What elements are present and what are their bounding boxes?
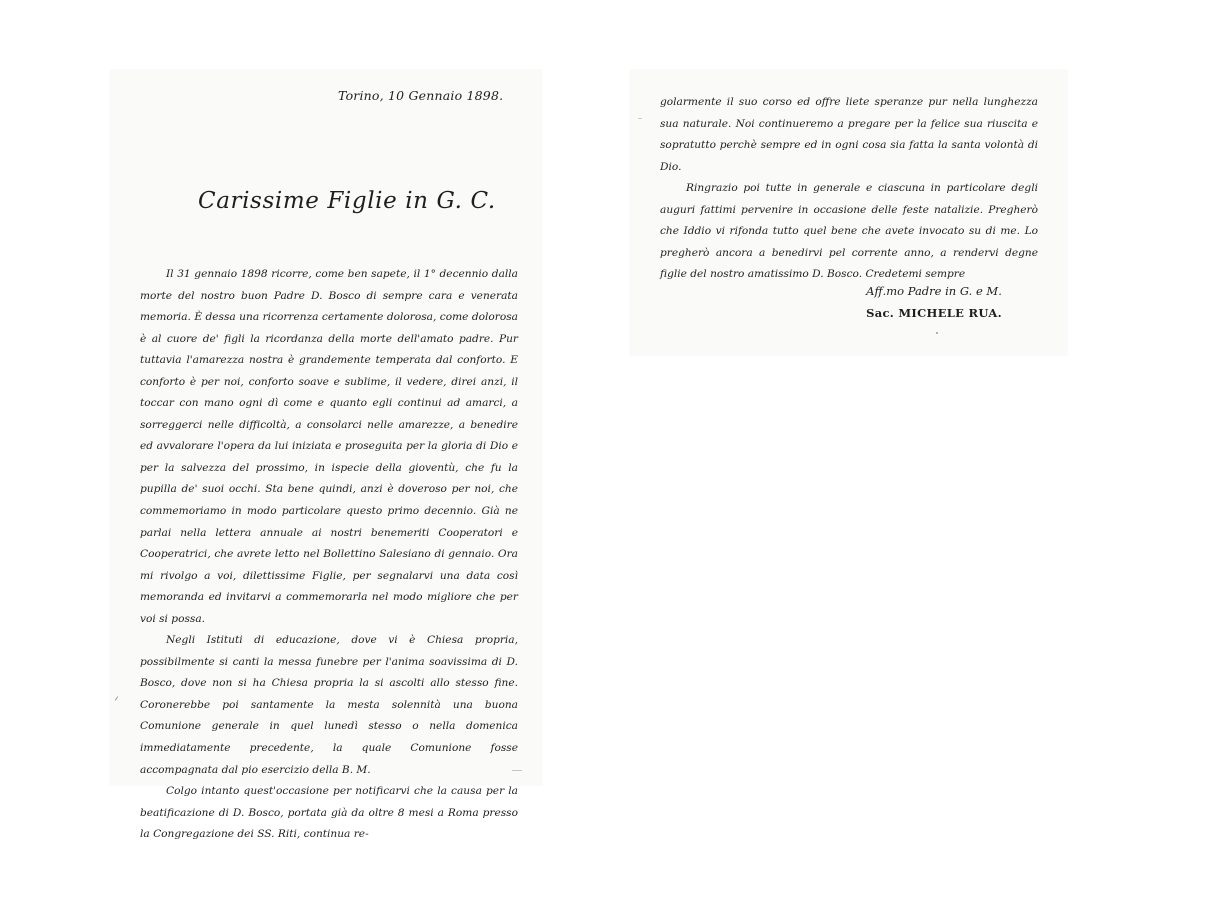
closing-line: Aff.mo Padre in G. e M. bbox=[866, 284, 1002, 298]
letter-body-right bbox=[660, 92, 1038, 286]
letter-body-left bbox=[140, 264, 518, 846]
paper-speck bbox=[115, 696, 119, 701]
dateline: Torino, 10 Gennaio 1898. bbox=[338, 88, 504, 103]
salutation: Carissime Figlie in G. C. bbox=[198, 188, 496, 214]
letter-page-right bbox=[630, 70, 1067, 355]
paragraph: Negli Istituti di educazione, dove vi è Chiesa propria, possibilmente si canti la messa funebre per l'anima soavissima di D. Bosco, dove non si ha Chiesa propria la si ascolti allo stesso fine. Coronerebbe poi santamente la mesta solennità una buona Comunione generale in quel lunedì stesso o nella domenica immediatamente precedente, la quale Comunione fosse accompagnata dal pio esercizio della B. M. bbox=[140, 634, 518, 776]
paragraph: Colgo intanto quest'occasione per notificarvi che la causa per la beatificazione di D. Bosco, portata già da oltre 8 mesi a Roma presso la Congregazione dei SS. Riti, continua re- bbox=[140, 785, 518, 841]
paragraph: Ringrazio poi tutte in generale e ciascuna in particolare degli auguri fattimi pervenire in occasione delle feste natalizie. Pregherò che Iddio vi rifonda tutto quel bene che avete invocato su di me. Lo pregherò ancora a benedirvi pel corrente anno, a rendervi degne figlie del nostro amatissimo D. Bosco. Credetemi sempre bbox=[660, 182, 1038, 281]
paper-speck bbox=[512, 770, 522, 771]
paper-speck bbox=[638, 118, 642, 119]
paragraph: golarmente il suo corso ed offre liete speranze pur nella lunghezza sua naturale. Noi continueremo a pregare per la felice sua riuscita e sopratutto perchè sempre ed in ogni cosa sia fatta la santa volontà di Dio. bbox=[660, 96, 1038, 173]
signature: Sac. MICHELE RUA. bbox=[866, 306, 1002, 320]
paragraph: Il 31 gennaio 1898 ricorre, come ben sapete, il 1° decennio dalla morte del nostro buon Padre D. Bosco di sempre cara e venerata memoria. È dessa una ricorrenza certamente dolorosa, come dolorosa è al cuore de' figli la ricordanza della morte dell'amato padre. Pur tuttavia l'amarezza nostra è grandemente temperata dal conforto. E conforto è per noi, conforto soave e sublime, il vedere, direi anzi, il toccar con mano ogni dì come e quanto egli continui ad amarci, a sorreggerci nelle difficoltà, a consolarci nelle amarezze, a benedire ed avvalorare l'opera da lui iniziata e proseguita per la gloria di Dio e per la salvezza del prossimo, in ispecie della gioventù, che fu la pupilla de' suoi occhi. Sta bene quindi, anzi è doveroso per noi, che commemoriamo in modo particolare questo primo decennio. Già ne parlai nella lettera annuale ai nostri benemeriti Cooperatori e Cooperatrici, che avrete letto nel Bollettino Salesiano di gennaio. Ora mi rivolgo a voi, dilettissime Figlie, per segnalarvi una data così memoranda ed invitarvi a commemorarla nel modo migliore che per voi si possa. bbox=[140, 268, 518, 625]
letter-page-left bbox=[110, 70, 542, 841]
letter-signoff bbox=[660, 280, 1038, 324]
paper-speck bbox=[936, 332, 938, 334]
